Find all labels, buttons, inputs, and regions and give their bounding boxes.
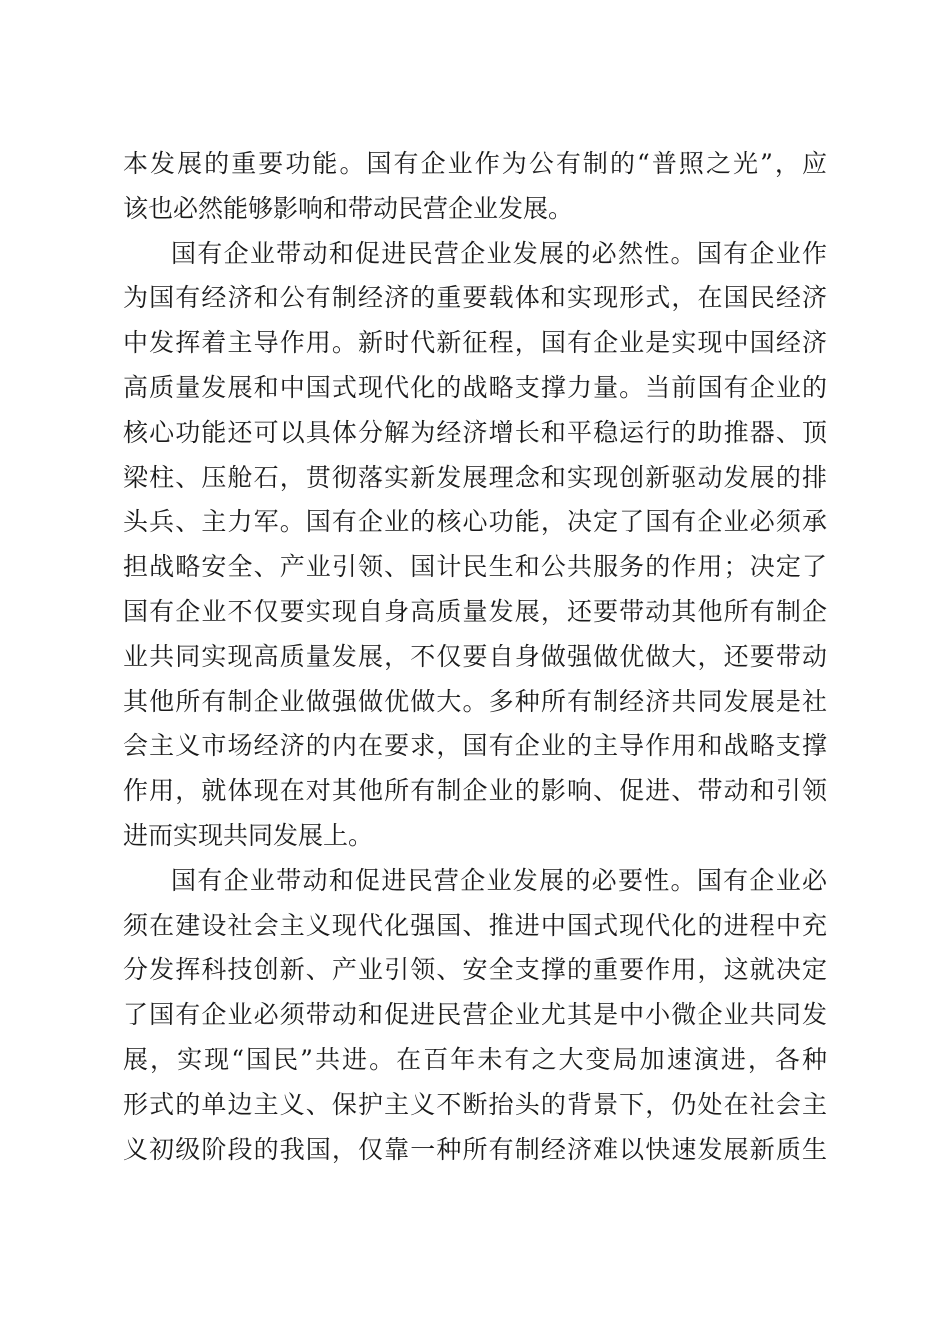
text-line: 中发挥着主导作用。新时代新征程，国有企业是实现中国经济 bbox=[123, 328, 827, 358]
text-line: 展，实现“国民”共进。在百年未有之大变局加速演进，各种 bbox=[123, 1044, 827, 1074]
text-line: 作用，就体现在对其他所有制企业的影响、促进、带动和引领 bbox=[123, 776, 827, 806]
text-line: 头兵、主力军。国有企业的核心功能，决定了国有企业必须承 bbox=[123, 507, 827, 537]
text-line: 须在建设社会主义现代化强国、推进中国式现代化的进程中充 bbox=[123, 910, 827, 940]
text-line: 本发展的重要功能。国有企业作为公有制的“普照之光”，应 bbox=[123, 149, 827, 178]
text-line: 了国有企业必须带动和促进民营企业尤其是中小微企业共同发 bbox=[123, 1000, 827, 1030]
text-line: 分发挥科技创新、产业引领、安全支撑的重要作用，这就决定 bbox=[123, 955, 827, 985]
text-line: 进而实现共同发展上。 bbox=[123, 820, 374, 850]
text-line: 核心功能还可以具体分解为经济增长和平稳运行的助推器、顶 bbox=[123, 417, 827, 447]
text-line: 业共同实现高质量发展，不仅要自身做强做优做大，还要带动 bbox=[123, 641, 827, 671]
text-line: 国有企业带动和促进民营企业发展的必然性。国有企业作 bbox=[171, 238, 827, 268]
text-line: 该也必然能够影响和带动民营企业发展。 bbox=[123, 193, 574, 223]
text-line: 为国有经济和公有制经济的重要载体和实现形式，在国民经济 bbox=[123, 283, 827, 313]
text-line: 国有企业带动和促进民营企业发展的必要性。国有企业必 bbox=[171, 865, 827, 895]
text-line: 高质量发展和中国式现代化的战略支撑力量。当前国有企业的 bbox=[123, 372, 827, 402]
body-text bbox=[123, 142, 827, 1172]
text-line: 国有企业不仅要实现自身高质量发展，还要带动其他所有制企 bbox=[123, 596, 827, 626]
text-line: 形式的单边主义、保护主义不断抬头的背景下，仍处在社会主 bbox=[123, 1089, 827, 1119]
text-line: 义初级阶段的我国，仅靠一种所有制经济难以快速发展新质生 bbox=[123, 1134, 827, 1164]
text-line: 梁柱、压舱石，贯彻落实新发展理念和实现创新驱动发展的排 bbox=[123, 462, 827, 492]
text-line: 其他所有制企业做强做优做大。多种所有制经济共同发展是社 bbox=[123, 686, 827, 716]
text-line: 会主义市场经济的内在要求，国有企业的主导作用和战略支撑 bbox=[123, 731, 827, 761]
text-line: 担战略安全、产业引领、国计民生和公共服务的作用；决定了 bbox=[123, 552, 827, 582]
